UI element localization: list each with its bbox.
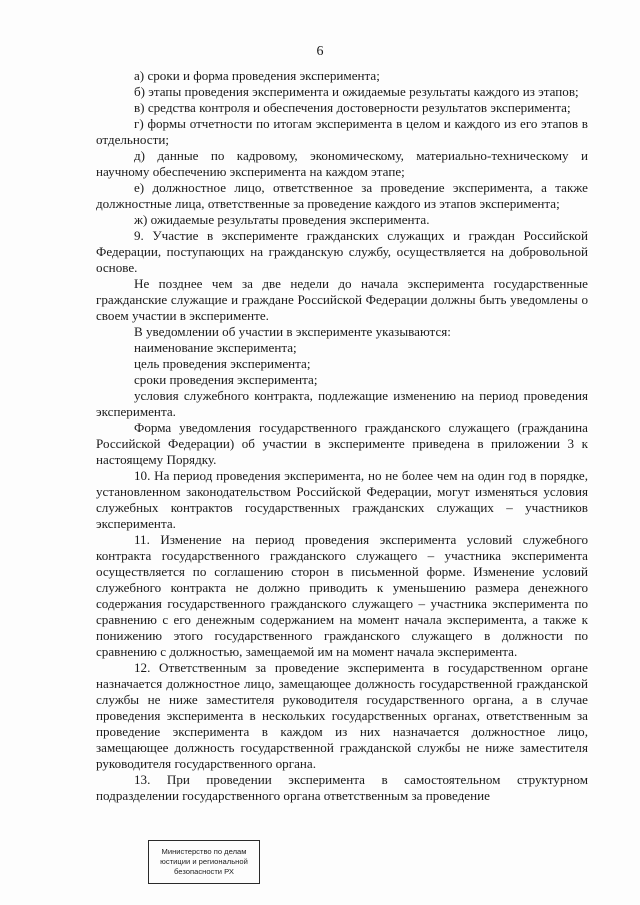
stamp-line-3: безопасности РХ — [174, 867, 234, 876]
paragraph-10: 10. На период проведения эксперимента, но не более чем на один год в порядке, установленном законодательством Российской Федерации, могут изменяться условия служебных контрактов государственных гражданских служащих – участников эксперимента. — [96, 468, 588, 531]
page-number: 6 — [316, 44, 324, 59]
notice-item-conditions: условия служебного контракта, подлежащие изменению на период проведения эксперимента. — [96, 388, 588, 419]
ministry-stamp — [148, 840, 260, 884]
list-item-d: д) данные по кадровому, экономическому, материально-техническому и научному обеспечению эксперимента на каждом этапе; — [96, 148, 588, 179]
paragraph-notice-form: Форма уведомления государственного гражданского служащего (гражданина Российской Федерации) об участии в эксперименте приведена в приложении 3 к настоящему Порядку. — [96, 420, 588, 467]
list-item-zh: ж) ожидаемые результаты проведения эксперимента. — [134, 212, 430, 227]
list-item-e: е) должностное лицо, ответственное за проведение эксперимента, а также должностные лица, ответственные за проведение каждого из этапов эксперимента; — [96, 180, 588, 211]
paragraph-11: 11. Изменение на период проведения эксперимента условий служебного контракта государственного гражданского служащего – участника эксперимента осуществляется по соглашению сторон в письменной форме. Изменение условий служебного контракта не должно приводить к уменьшению размера денежного содержания государственного гражданского служащего – участника эксперимента по сравнению с его денежным содержанием на момент начала эксперимента, а также к понижению этого государственного гражданского служащего в должности по сравнению с должностью, замещаемой им на момент начала эксперимента. — [96, 532, 588, 659]
list-item-a: а) сроки и форма проведения эксперимента; — [134, 68, 380, 83]
notice-item-terms: сроки проведения эксперимента; — [134, 372, 318, 387]
list-item-b: б) этапы проведения эксперимента и ожидаемые результаты каждого из этапов; — [134, 84, 579, 99]
paragraph-notice-contents: В уведомлении об участии в эксперименте указываются: — [134, 324, 451, 339]
paragraph-12: 12. Ответственным за проведение эксперимента в государственном органе назначается должностное лицо, замещающее должность государственной гражданской службы не ниже заместителя руководителя государственного органа, а в случае проведения эксперимента в нескольких государственных органах, ответственным за проведение эксперимента в каждом из них назначается должностное лицо, замещающее должность государственной гражданской службы не ниже заместителя руководителя государственного органа. — [96, 660, 588, 771]
stamp-line-1: Министерство по делам — [161, 847, 247, 856]
list-item-v: в) средства контроля и обеспечения достоверности результатов эксперимента; — [134, 100, 571, 115]
list-item-g: г) формы отчетности по итогам эксперимента в целом и каждого из его этапов в отдельности; — [96, 116, 588, 147]
stamp-line-2: юстиции и региональной — [160, 857, 248, 866]
notice-item-goal: цель проведения эксперимента; — [134, 356, 311, 371]
paragraph-9: 9. Участие в эксперименте гражданских служащих и граждан Российской Федерации, поступающих на гражданскую службу, осуществляется на добровольной основе. — [96, 228, 588, 275]
paragraph-notice-deadline: Не позднее чем за две недели до начала эксперимента государственные гражданские служащие и граждане Российской Федерации должны быть уведомлены о своем участии в эксперименте. — [96, 276, 588, 323]
notice-item-name: наименование эксперимента; — [134, 340, 297, 355]
document-body — [96, 68, 588, 804]
paragraph-13: 13. При проведении эксперимента в самостоятельном структурном подразделении государственного органа ответственным за проведение — [96, 772, 588, 803]
